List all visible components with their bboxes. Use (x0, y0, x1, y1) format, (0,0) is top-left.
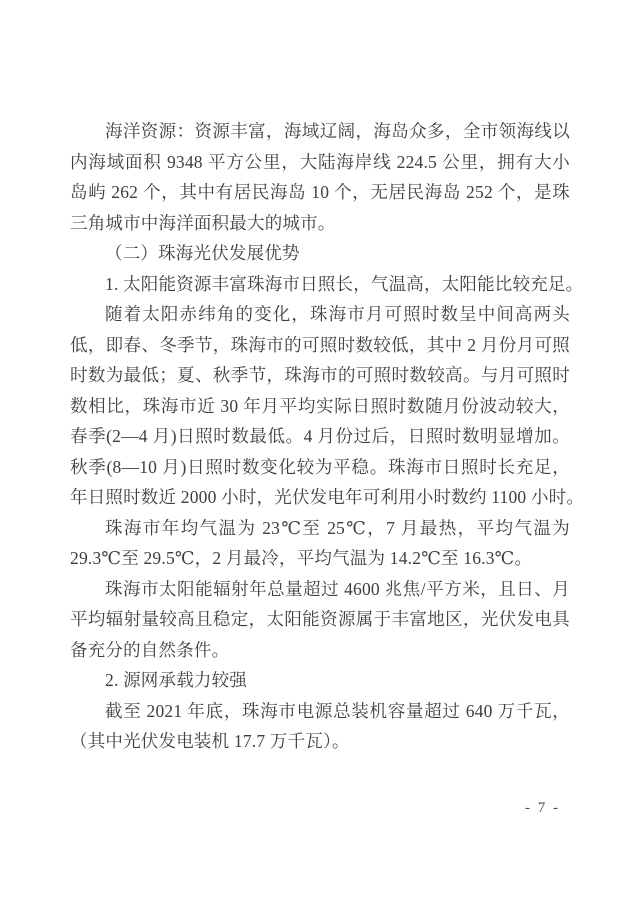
text-line: 内海域面积 9348 平方公里，大陆海岸线 224.5 公里，拥有大小 (70, 151, 570, 172)
document-body (70, 116, 585, 757)
text-line: 三角城市中海洋面积最大的城市。 (70, 212, 336, 233)
text-line: 1. 太阳能资源丰富珠海市日照长，气温高，太阳能比较充足。 (105, 273, 584, 294)
text-line: 数相比，珠海市近 30 年月平均实际日照时数随月份波动较大， (70, 395, 570, 416)
text-line: 时数为最低；夏、秋季节，珠海市的可照时数较高。与月可照时 (70, 365, 570, 385)
text-line: 珠海市太阳能辐射年总量超过 4600 兆焦/平方米，且日、月 (105, 578, 570, 599)
page-number: - 7 - (525, 800, 560, 816)
text-line: 平均辐射量较高且稳定，太阳能资源属于丰富地区，光伏发电具 (70, 609, 570, 629)
text-line: 年日照时数近 2000 小时，光伏发电年可利用小时数约 1100 小时。 (70, 487, 585, 507)
text-line: 海洋资源：资源丰富，海域辽阔，海岛众多，全市领海线以 (105, 121, 570, 141)
text-line: 珠海市年均气温为 23℃至 25℃，7 月最热，平均气温为 (105, 517, 570, 538)
text-line: 2. 源网承载力较强 (105, 670, 247, 690)
text-line: 备充分的自然条件。 (70, 639, 230, 660)
text-line: 随着太阳赤纬角的变化，珠海市月可照时数呈中间高两头 (105, 304, 570, 324)
text-line: （二）珠海光伏发展优势 (105, 243, 300, 263)
text-line: 秋季(8—10 月)日照时数变化较为平稳。珠海市日照时长充足， (70, 456, 570, 477)
text-line: 截至 2021 年底，珠海市电源总装机容量超过 640 万千瓦， (105, 700, 570, 721)
text-line: （其中光伏发电装机 17.7 万千瓦）。 (70, 731, 350, 751)
text-line: 春季(2—4 月)日照时数最低。4 月份过后，日照时数明显增加。 (70, 426, 570, 446)
text-line: 岛屿 262 个，其中有居民海岛 10 个，无居民海岛 252 个，是珠 (70, 182, 570, 202)
text-line: 低，即春、冬季节，珠海市的可照时数较低，其中 2 月份月可照 (70, 334, 570, 355)
text-line: 29.3℃至 29.5℃，2 月最冷，平均气温为 14.2℃至 16.3℃。 (70, 548, 533, 568)
